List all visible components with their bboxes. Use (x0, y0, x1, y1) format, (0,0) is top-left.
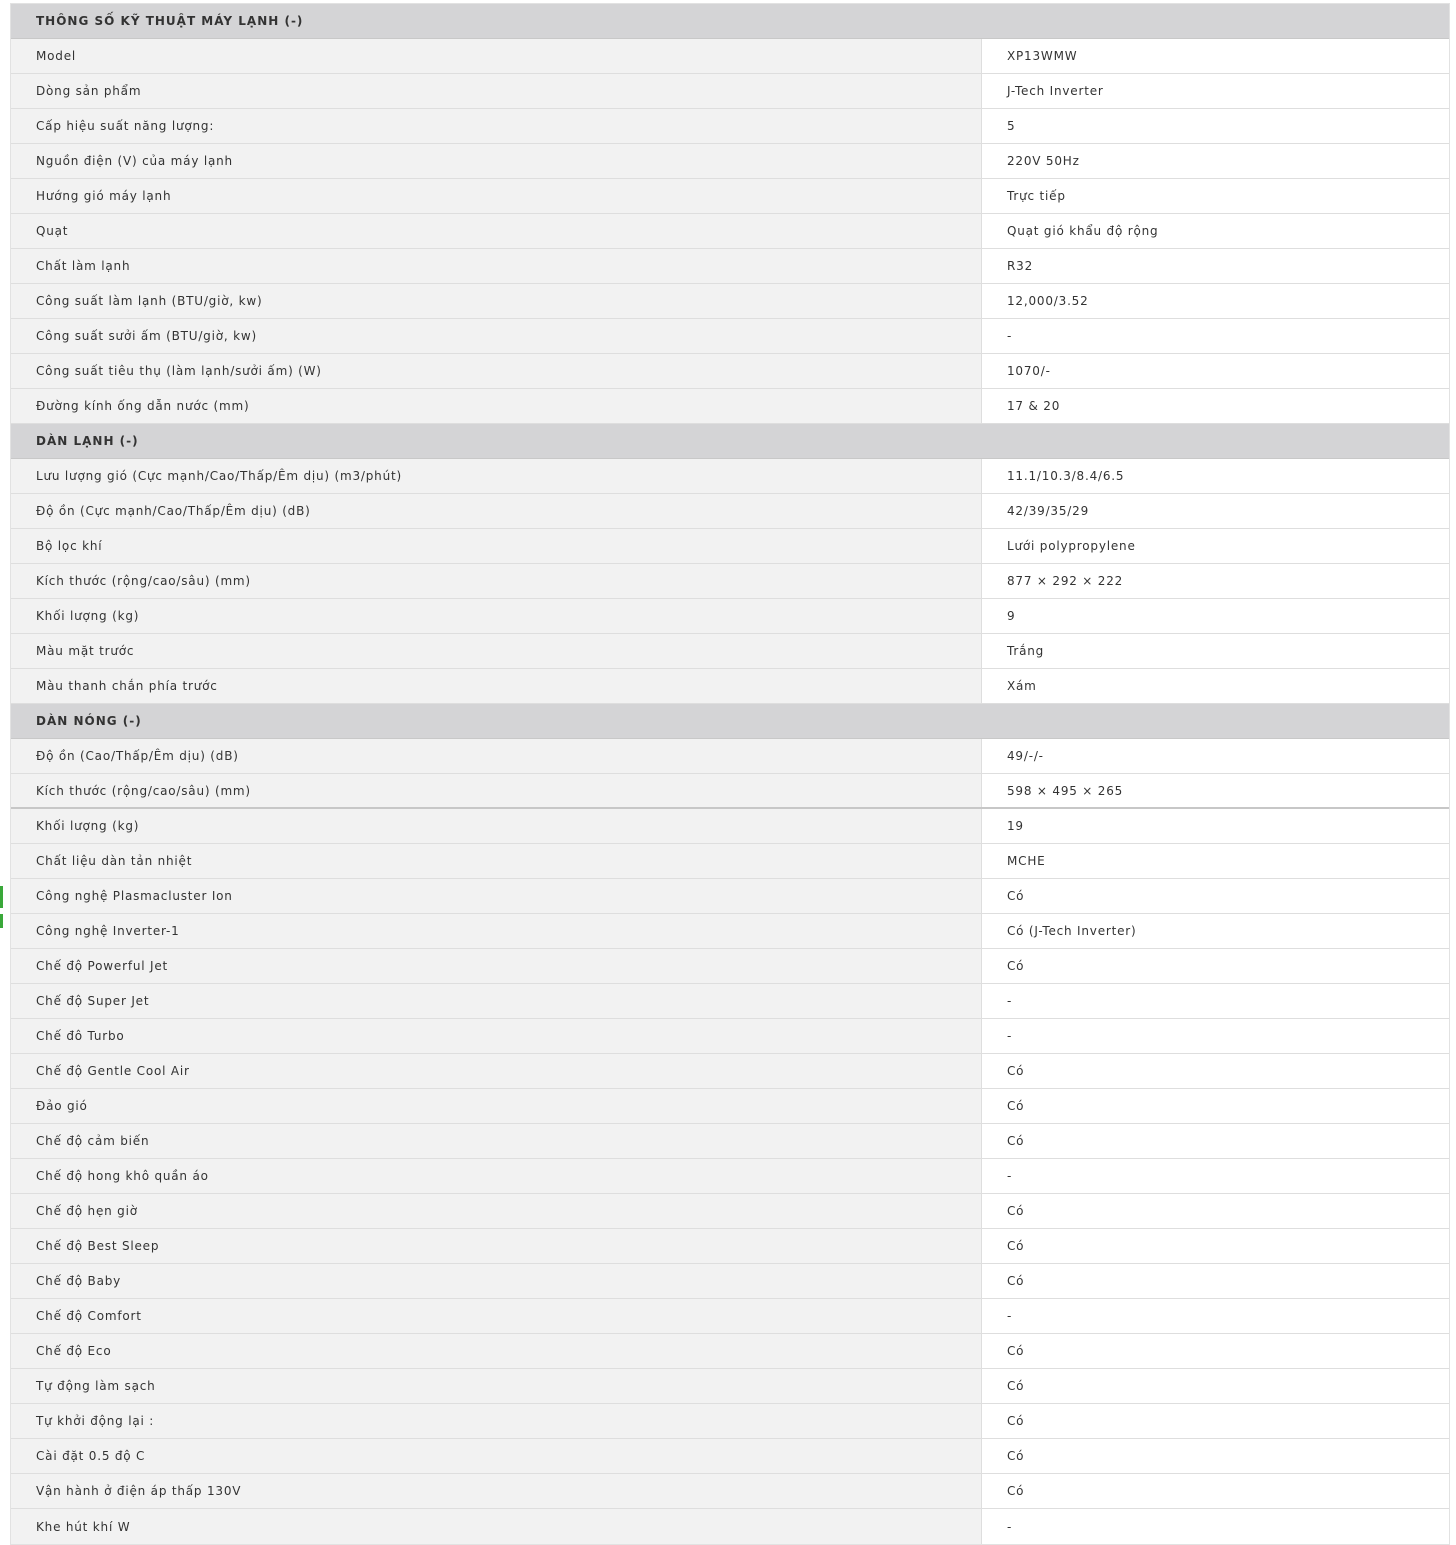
spec-table (10, 3, 1450, 1545)
spec-value: 19 (982, 809, 1449, 843)
table-row (11, 1229, 1449, 1264)
spec-label: Hướng gió máy lạnh (11, 179, 982, 213)
spec-label: Quạt (11, 214, 982, 248)
spec-value: 12,000/3.52 (982, 284, 1449, 318)
spec-label: Khe hút khí W (11, 1509, 982, 1544)
spec-label: Tự khởi động lại : (11, 1404, 982, 1438)
table-row (11, 459, 1449, 494)
spec-value: Có (982, 1054, 1449, 1088)
spec-label: Màu mặt trước (11, 634, 982, 668)
spec-label: Chế độ Gentle Cool Air (11, 1054, 982, 1088)
spec-label: Đảo gió (11, 1089, 982, 1123)
table-row (11, 494, 1449, 529)
spec-value: - (982, 1299, 1449, 1333)
spec-value: 1070/- (982, 354, 1449, 388)
spec-label: Dòng sản phẩm (11, 74, 982, 108)
table-row (11, 914, 1449, 949)
table-row (11, 1474, 1449, 1509)
table-row (11, 879, 1449, 914)
spec-value: Quạt gió khẩu độ rộng (982, 214, 1449, 248)
spec-label: Chế độ Best Sleep (11, 1229, 982, 1263)
spec-value: 598 × 495 × 265 (982, 774, 1449, 807)
spec-label: Lưu lượng gió (Cực mạnh/Cao/Thấp/Êm dịu) (m3/phút) (11, 459, 982, 493)
spec-value: Có (982, 1439, 1449, 1473)
spec-value: 220V 50Hz (982, 144, 1449, 178)
spec-value: Có (982, 1089, 1449, 1123)
spec-label: Màu thanh chắn phía trước (11, 669, 982, 703)
table-row (11, 179, 1449, 214)
spec-label: Kích thước (rộng/cao/sâu) (mm) (11, 774, 982, 807)
table-row (11, 354, 1449, 389)
spec-label: Chế độ Comfort (11, 1299, 982, 1333)
spec-label: Kích thước (rộng/cao/sâu) (mm) (11, 564, 982, 598)
table-row (11, 949, 1449, 984)
table-row (11, 739, 1449, 774)
spec-label: Chế đô Turbo (11, 1019, 982, 1053)
spec-label: Chế độ Baby (11, 1264, 982, 1298)
table-row (11, 774, 1449, 809)
spec-value: - (982, 1019, 1449, 1053)
table-row (11, 1159, 1449, 1194)
left-edge-accent-2 (0, 914, 3, 928)
table-row (11, 39, 1449, 74)
spec-value: MCHE (982, 844, 1449, 878)
table-row (11, 634, 1449, 669)
spec-value: Có (982, 1369, 1449, 1403)
spec-value: 42/39/35/29 (982, 494, 1449, 528)
table-row (11, 319, 1449, 354)
spec-value: 11.1/10.3/8.4/6.5 (982, 459, 1449, 493)
table-row (11, 74, 1449, 109)
spec-value: Có (982, 949, 1449, 983)
spec-label: Chế độ hong khô quần áo (11, 1159, 982, 1193)
spec-label: Model (11, 39, 982, 73)
table-row (11, 1089, 1449, 1124)
table-row (11, 284, 1449, 319)
table-row (11, 809, 1449, 844)
spec-value: 17 & 20 (982, 389, 1449, 423)
spec-label: Chế độ Super Jet (11, 984, 982, 1018)
table-row (11, 984, 1449, 1019)
table-row (11, 1299, 1449, 1334)
spec-label: Độ ồn (Cực mạnh/Cao/Thấp/Êm dịu) (dB) (11, 494, 982, 528)
table-row (11, 1054, 1449, 1089)
table-row (11, 144, 1449, 179)
spec-label: Bộ lọc khí (11, 529, 982, 563)
spec-value: 5 (982, 109, 1449, 143)
table-row (11, 1194, 1449, 1229)
spec-value: Có (982, 1334, 1449, 1368)
spec-label: Chất làm lạnh (11, 249, 982, 283)
spec-value: Xám (982, 669, 1449, 703)
spec-label: Công suất sưởi ấm (BTU/giờ, kw) (11, 319, 982, 353)
spec-label: Độ ồn (Cao/Thấp/Êm dịu) (dB) (11, 739, 982, 773)
spec-value: Có (982, 1194, 1449, 1228)
spec-label: Cài đặt 0.5 độ C (11, 1439, 982, 1473)
table-row (11, 1264, 1449, 1299)
table-row (11, 599, 1449, 634)
section-header: THÔNG SỐ KỸ THUẬT MÁY LẠNH (-) (11, 4, 1449, 39)
spec-label: Chất liệu dàn tản nhiệt (11, 844, 982, 878)
table-row (11, 1404, 1449, 1439)
table-row (11, 844, 1449, 879)
spec-value: Có (982, 879, 1449, 913)
spec-label: Công suất tiêu thụ (làm lạnh/sưởi ấm) (W) (11, 354, 982, 388)
spec-value: Có (982, 1404, 1449, 1438)
spec-label: Tự động làm sạch (11, 1369, 982, 1403)
table-row (11, 249, 1449, 284)
table-row (11, 1439, 1449, 1474)
table-row (11, 214, 1449, 249)
spec-value: - (982, 319, 1449, 353)
table-row (11, 1124, 1449, 1159)
section-header: DÀN LẠNH (-) (11, 424, 1449, 459)
table-row (11, 1334, 1449, 1369)
spec-label: Chế độ Eco (11, 1334, 982, 1368)
spec-value: 49/-/- (982, 739, 1449, 773)
spec-value: Có (982, 1264, 1449, 1298)
spec-value: Trực tiếp (982, 179, 1449, 213)
spec-value: - (982, 1159, 1449, 1193)
spec-label: Công nghệ Plasmacluster Ion (11, 879, 982, 913)
table-row (11, 564, 1449, 599)
spec-value: 9 (982, 599, 1449, 633)
spec-label: Công nghệ Inverter-1 (11, 914, 982, 948)
spec-value: 877 × 292 × 222 (982, 564, 1449, 598)
spec-label: Nguồn điện (V) của máy lạnh (11, 144, 982, 178)
spec-value: Có (J-Tech Inverter) (982, 914, 1449, 948)
spec-label: Khối lượng (kg) (11, 809, 982, 843)
spec-value: Lưới polypropylene (982, 529, 1449, 563)
table-row (11, 109, 1449, 144)
spec-value: XP13WMW (982, 39, 1449, 73)
spec-value: Có (982, 1474, 1449, 1508)
table-row (11, 529, 1449, 564)
spec-value: J-Tech Inverter (982, 74, 1449, 108)
spec-label: Cấp hiệu suất năng lượng: (11, 109, 982, 143)
left-edge-accent (0, 886, 3, 908)
table-row (11, 1509, 1449, 1544)
spec-label: Chế độ Powerful Jet (11, 949, 982, 983)
spec-value: Có (982, 1124, 1449, 1158)
spec-label: Vận hành ở điện áp thấp 130V (11, 1474, 982, 1508)
table-row (11, 1019, 1449, 1054)
table-row (11, 389, 1449, 424)
spec-value: R32 (982, 249, 1449, 283)
spec-value: Trắng (982, 634, 1449, 668)
spec-value: Có (982, 1229, 1449, 1263)
spec-label: Công suất làm lạnh (BTU/giờ, kw) (11, 284, 982, 318)
spec-value: - (982, 1509, 1449, 1544)
spec-label: Đường kính ống dẫn nước (mm) (11, 389, 982, 423)
table-row (11, 669, 1449, 704)
section-header: DÀN NÓNG (-) (11, 704, 1449, 739)
table-row (11, 1369, 1449, 1404)
spec-value: - (982, 984, 1449, 1018)
spec-label: Chế độ cảm biến (11, 1124, 982, 1158)
spec-label: Khối lượng (kg) (11, 599, 982, 633)
spec-label: Chế độ hẹn giờ (11, 1194, 982, 1228)
